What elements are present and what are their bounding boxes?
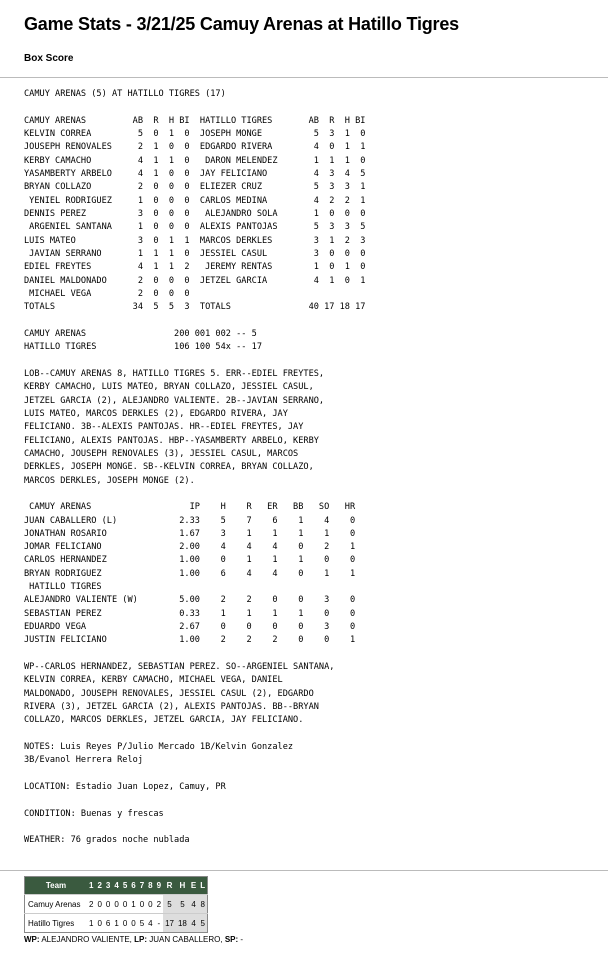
sp-label: SP: [224,935,239,944]
linescore-header-row [25,877,208,895]
linescore-inning-cell: 0 [138,895,146,914]
linescore-inning-cell: 1 [87,914,95,933]
linescore-inning-cell: 1 [129,895,137,914]
linescore-total-cell: 4 [189,895,198,914]
linescore-header-cell: 6 [129,877,137,895]
linescore-inning-cell: 6 [104,914,112,933]
wp-value: ALEJANDRO VALIENTE, [39,935,135,944]
linescore-inning-cell: 4 [146,914,154,933]
linescore-row [25,895,208,914]
top-divider [0,77,608,78]
box-score-text: CAMUY ARENAS (5) AT HATILLO TIGRES (17) CAMUY ARENAS AB R H BI HATILLO TIGRES AB R H BI KELVIN CORREA 5 0 1 0 JOSEPH MONGE 5 3 1 0 JOUSEPH RENOVALES 2 1 0 0 EDGARDO RIVERA 4 0 1 1 KERBY CAMACHO 4 1 1 0 DARON MELENDEZ 1 1 1 0 YASAMBERTY ARBELO 4 1 0 0 JAY FELICIANO 4 3 4 5 BRYAN COLLAZO 2 0 0 0 ELIEZER CRUZ 5 3 3 1 YENIEL RODRIGUEZ 1 0 0 0 CARLOS MEDINA 4 2 2 1 DENNIS PEREZ 3 0 0 0 ALEJANDRO SOLA 1 0 0 0 ARGENIEL SANTANA 1 0 0 0 ALEXIS PANTOJAS 5 3 3 5 LUIS MATEO 3 0 1 1 MARCOS DERKLES 3 1 2 3 JAVIAN SERRANO 1 1 1 0 JESSIEL CASUL 3 0 0 0 EDIEL FREYTES 4 1 1 2 JEREMY RENTAS 1 0 1 0 DANIEL MALDONADO 2 0 0 0 JETZEL GARCIA 4 1 0 1 MICHAEL VEGA 2 0 0 0 TOTALS 34 5 5 3 TOTALS 40 17 18 17 CAMUY ARENAS 200 001 002 -- 5 HATILLO TIGRES 106 100 54x -- 17 LOB--CAMUY ARENAS 8, HATILLO TIGRES 5. ERR--EDIEL FREYTES, KERBY CAMACHO, LUIS MATEO, BRYAN COLLAZO, JESSIEL CASUL, JETZEL GARCIA (2), ALEJANDRO VALIENTE. 2B--JAVIAN SERRANO, LUIS MATEO, MARCOS DERKLES (2), EDGARDO RIVERA, JAY FELICIANO. 3B--ALEXIS PANTOJAS. HR--EDIEL FREYTES, JAY FELICIANO, ALEXIS PANTOJAS. HBP--YASAMBERTY ARBELO, KERBY CAMACHO, JOUSEPH RENOVALES (3), JESSIEL CASUL, MARCOS DERKLES, JOSEPH MONGE. SB--KELVIN CORREA, BRYAN COLLAZO, MARCOS DERKLES, JOSEPH MONGE (2). CAMUY ARENAS IP H R ER BB SO HR JUAN CABALLERO (L) 2.33 5 7 6 1 4 0 JONATHAN ROSARIO 1.67 3 1 1 1 1 0 JOMAR FELICIANO 2.00 4 4 4 0 2 1 CARLOS HERNANDEZ 1.00 0 1 1 1 0 0 BRYAN RODRIGUEZ 1.00 6 4 4 0 1 1 HATILLO TIGRES ALEJANDRO VALIENTE (W) 5.00 2 2 0 0 3 0 SEBASTIAN PEREZ 0.33 1 1 1 1 0 0 EDUARDO VEGA 2.67 0 0 0 0 3 0 JUSTIN FELICIANO 1.00 2 2 2 0 0 1 WP--CARLOS HERNANDEZ, SEBASTIAN PEREZ. SO--ARGENIEL SANTANA, KELVIN CORREA, KERBY CAMACHO, MICHAEL VEGA, DANIEL MALDONADO, JOUSEPH RENOVALES, JESSIEL CASUL (2), EDGARDO RIVERA (3), JETZEL GARCIA (2), ALEXIS PANTOJAS. BB--BRYAN COLLAZO, MARCOS DERKLES, JETZEL GARCIA, JAY FELICIANO. NOTES: Luis Reyes P/Julio Mercado 1B/Kelvin Gonzalez 3B/Evanol Herrera Reloj LOCATION: Estadio Juan Lopez, Camuy, PR CONDITION: Buenas y frescas WEATHER: 76 grados noche nublada [24,89,366,846]
linescore-inning-cell: 0 [121,914,129,933]
linescore-header-cell: 8 [146,877,154,895]
linescore-total-cell: 4 [189,914,198,933]
linescore-header-cell: 3 [104,877,112,895]
linescore-total-cell: 5 [163,895,176,914]
linescore-header-cell: 9 [155,877,163,895]
linescore-total-cell: 8 [198,895,207,914]
linescore-inning-cell: 2 [155,895,163,914]
linescore-inning-cell: 0 [121,895,129,914]
linescore-total-cell: 17 [163,914,176,933]
lp-value: JUAN CABALLERO, [147,935,225,944]
linescore-header-cell: R [163,877,176,895]
linescore-inning-cell: 1 [112,914,120,933]
linescore-inning-cell: 2 [87,895,95,914]
pitcher-decisions [24,935,243,944]
linescore-inning-cell: 0 [146,895,154,914]
linescore-header-cell: 5 [121,877,129,895]
linescore-header-cell: E [189,877,198,895]
wp-label: WP: [24,935,40,944]
linescore-header-cell: 4 [112,877,120,895]
linescore-inning-cell: 0 [95,895,103,914]
bottom-divider [0,870,608,871]
page-title: Game Stats - 3/21/25 Camuy Arenas at Hatillo Tigres [24,14,459,34]
linescore-inning-cell: 5 [138,914,146,933]
linescore-total-cell: 5 [198,914,207,933]
linescore-row [25,914,208,933]
linescore-inning-cell: 0 [104,895,112,914]
lp-label: LP: [134,935,147,944]
linescore-header-cell: H [176,877,189,895]
linescore-header-cell: 7 [138,877,146,895]
linescore-inning-cell: 0 [112,895,120,914]
linescore-inning-cell: 0 [95,914,103,933]
linescore-inning-cell: - [155,914,163,933]
linescore-inning-cell: 0 [129,914,137,933]
linescore-header-cell: 1 [87,877,95,895]
linescore-total-cell: 18 [176,914,189,933]
linescore-total-cell: 5 [176,895,189,914]
linescore-team-name: Hatillo Tigres [25,914,88,933]
linescore-header-cell: Team [25,877,88,895]
linescore-header-cell: L [198,877,207,895]
linescore-table [24,876,208,933]
linescore-team-name: Camuy Arenas [25,895,88,914]
box-score-heading: Box Score [24,53,74,64]
linescore-header-cell: 2 [95,877,103,895]
sp-value: - [238,935,244,944]
